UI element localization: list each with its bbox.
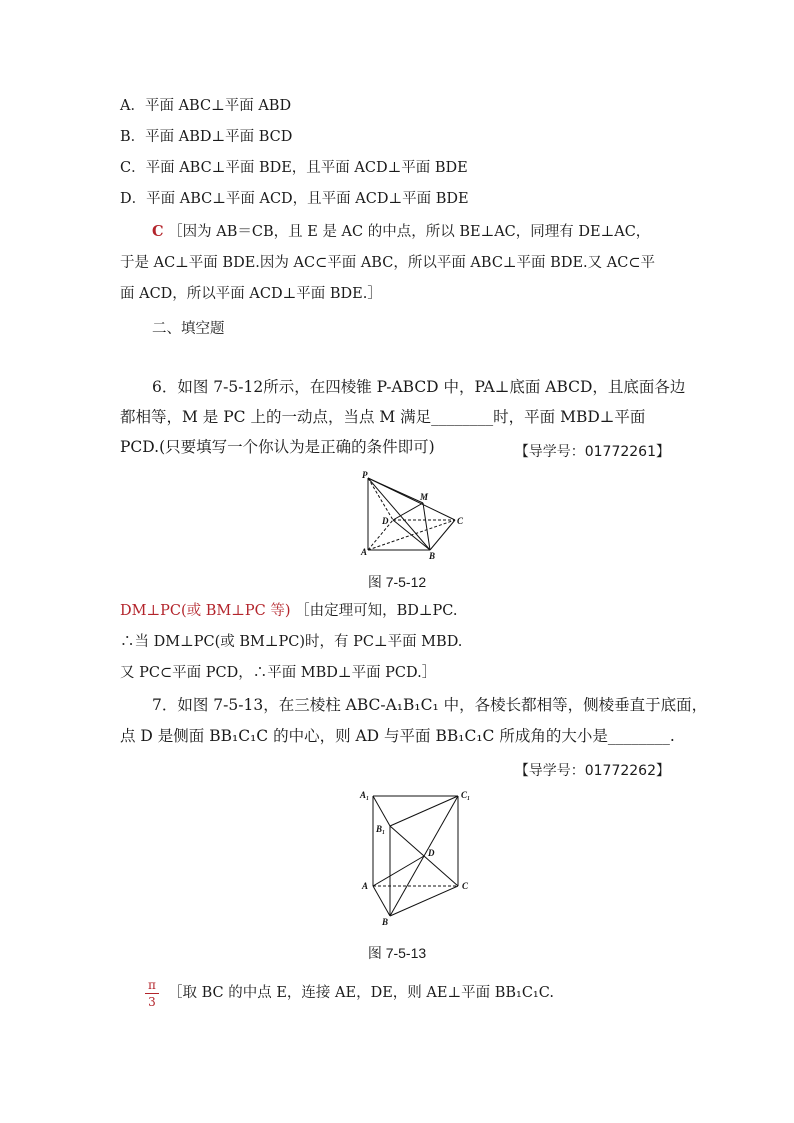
fig13-label-a: A <box>362 881 369 891</box>
answer5-line2: 于是 AC⊥平面 BDE.因为 AC⊂平面 ABC，所以平面 ABC⊥平面 BDE.又 AC⊂平 <box>120 255 655 271</box>
answer7-line1: ［取 BC 的中点 E，连接 AE，DE，则 AE⊥平面 BB₁C₁C. <box>168 985 554 1001</box>
option-c: C．平面 ABC⊥平面 BDE，且平面 ACD⊥平面 BDE <box>120 160 468 176</box>
fig12-label-b: B <box>429 551 436 561</box>
answer7-fraction <box>145 978 159 1009</box>
q6-line3: PCD.(只要填写一个你认为是正确的条件即可) <box>120 438 435 456</box>
figure-7-5-12-caption: 图 7-5-12 <box>367 574 427 590</box>
fig13-label-d: D <box>428 848 435 858</box>
q7-line2: 点 D 是侧面 BB₁C₁C 的中心，则 AD 与平面 BB₁C₁C 所成角的大小是________. <box>120 727 675 745</box>
figure-7-5-13 <box>358 786 478 926</box>
figure-7-5-12 <box>355 468 475 564</box>
answer6-line3: 又 PC⊂平面 PCD，∴平面 MBD⊥平面 PCD.］ <box>120 665 437 681</box>
fig12-label-c: C <box>457 516 464 526</box>
answer5-text1: ［因为 AB＝CB，且 E 是 AC 的中点，所以 BE⊥AC，同理有 DE⊥AC， <box>168 224 651 240</box>
q6-line2: 都相等，M 是 PC 上的一动点，当点 M 满足________时，平面 MBD⊥平面 <box>120 408 646 426</box>
answer7-frac-bar <box>145 993 159 994</box>
q7-line1: 7．如图 7-5-13，在三棱柱 ABC-A₁B₁C₁ 中，各棱长都相等，侧棱垂直于底面， <box>152 696 708 714</box>
answer7-frac-numerator: π <box>148 978 156 992</box>
answer6-red: DM⊥PC(或 BM⊥PC 等) <box>120 603 291 619</box>
figure-7-5-13-caption: 图 7-5-13 <box>367 945 427 961</box>
q6-line1: 6．如图 7-5-12所示，在四棱锥 P-ABCD 中，PA⊥底面 ABCD，且底面各边 <box>152 378 686 396</box>
fig12-label-p: P <box>362 470 368 480</box>
option-d: D．平面 ABC⊥平面 ACD，且平面 ACD⊥平面 BDE <box>120 191 469 207</box>
answer6-line1 <box>120 601 457 621</box>
fig12-label-d: D <box>382 516 389 526</box>
fig12-label-a: A <box>361 547 368 557</box>
answer7-frac-denominator: 3 <box>148 995 156 1009</box>
answer5-letter: C <box>152 223 164 240</box>
answer5-line1 <box>152 222 650 242</box>
q7-guide-number: 【导学号：01772262】 <box>514 763 670 779</box>
q6-guide-number: 【导学号：01772261】 <box>514 444 670 460</box>
section-title: 二、填空题 <box>152 321 225 337</box>
answer6-line2: ∴当 DM⊥PC(或 BM⊥PC)时，有 PC⊥平面 MBD. <box>120 634 463 650</box>
option-b: B．平面 ABD⊥平面 BCD <box>120 129 293 145</box>
fig13-label-c1: C₁ <box>461 790 471 800</box>
fig13-label-b1: B₁ <box>376 824 386 834</box>
answer5-line3: 面 ACD，所以平面 ACD⊥平面 BDE.］ <box>120 286 382 302</box>
answer6-text1: ［由定理可知，BD⊥PC. <box>295 603 458 619</box>
fig13-label-c: C <box>462 881 469 891</box>
fig13-label-a1: A₁ <box>360 790 370 800</box>
option-a: A．平面 ABC⊥平面 ABD <box>120 98 292 114</box>
fig13-label-b: B <box>382 917 389 926</box>
fig12-label-m: M <box>420 492 429 502</box>
